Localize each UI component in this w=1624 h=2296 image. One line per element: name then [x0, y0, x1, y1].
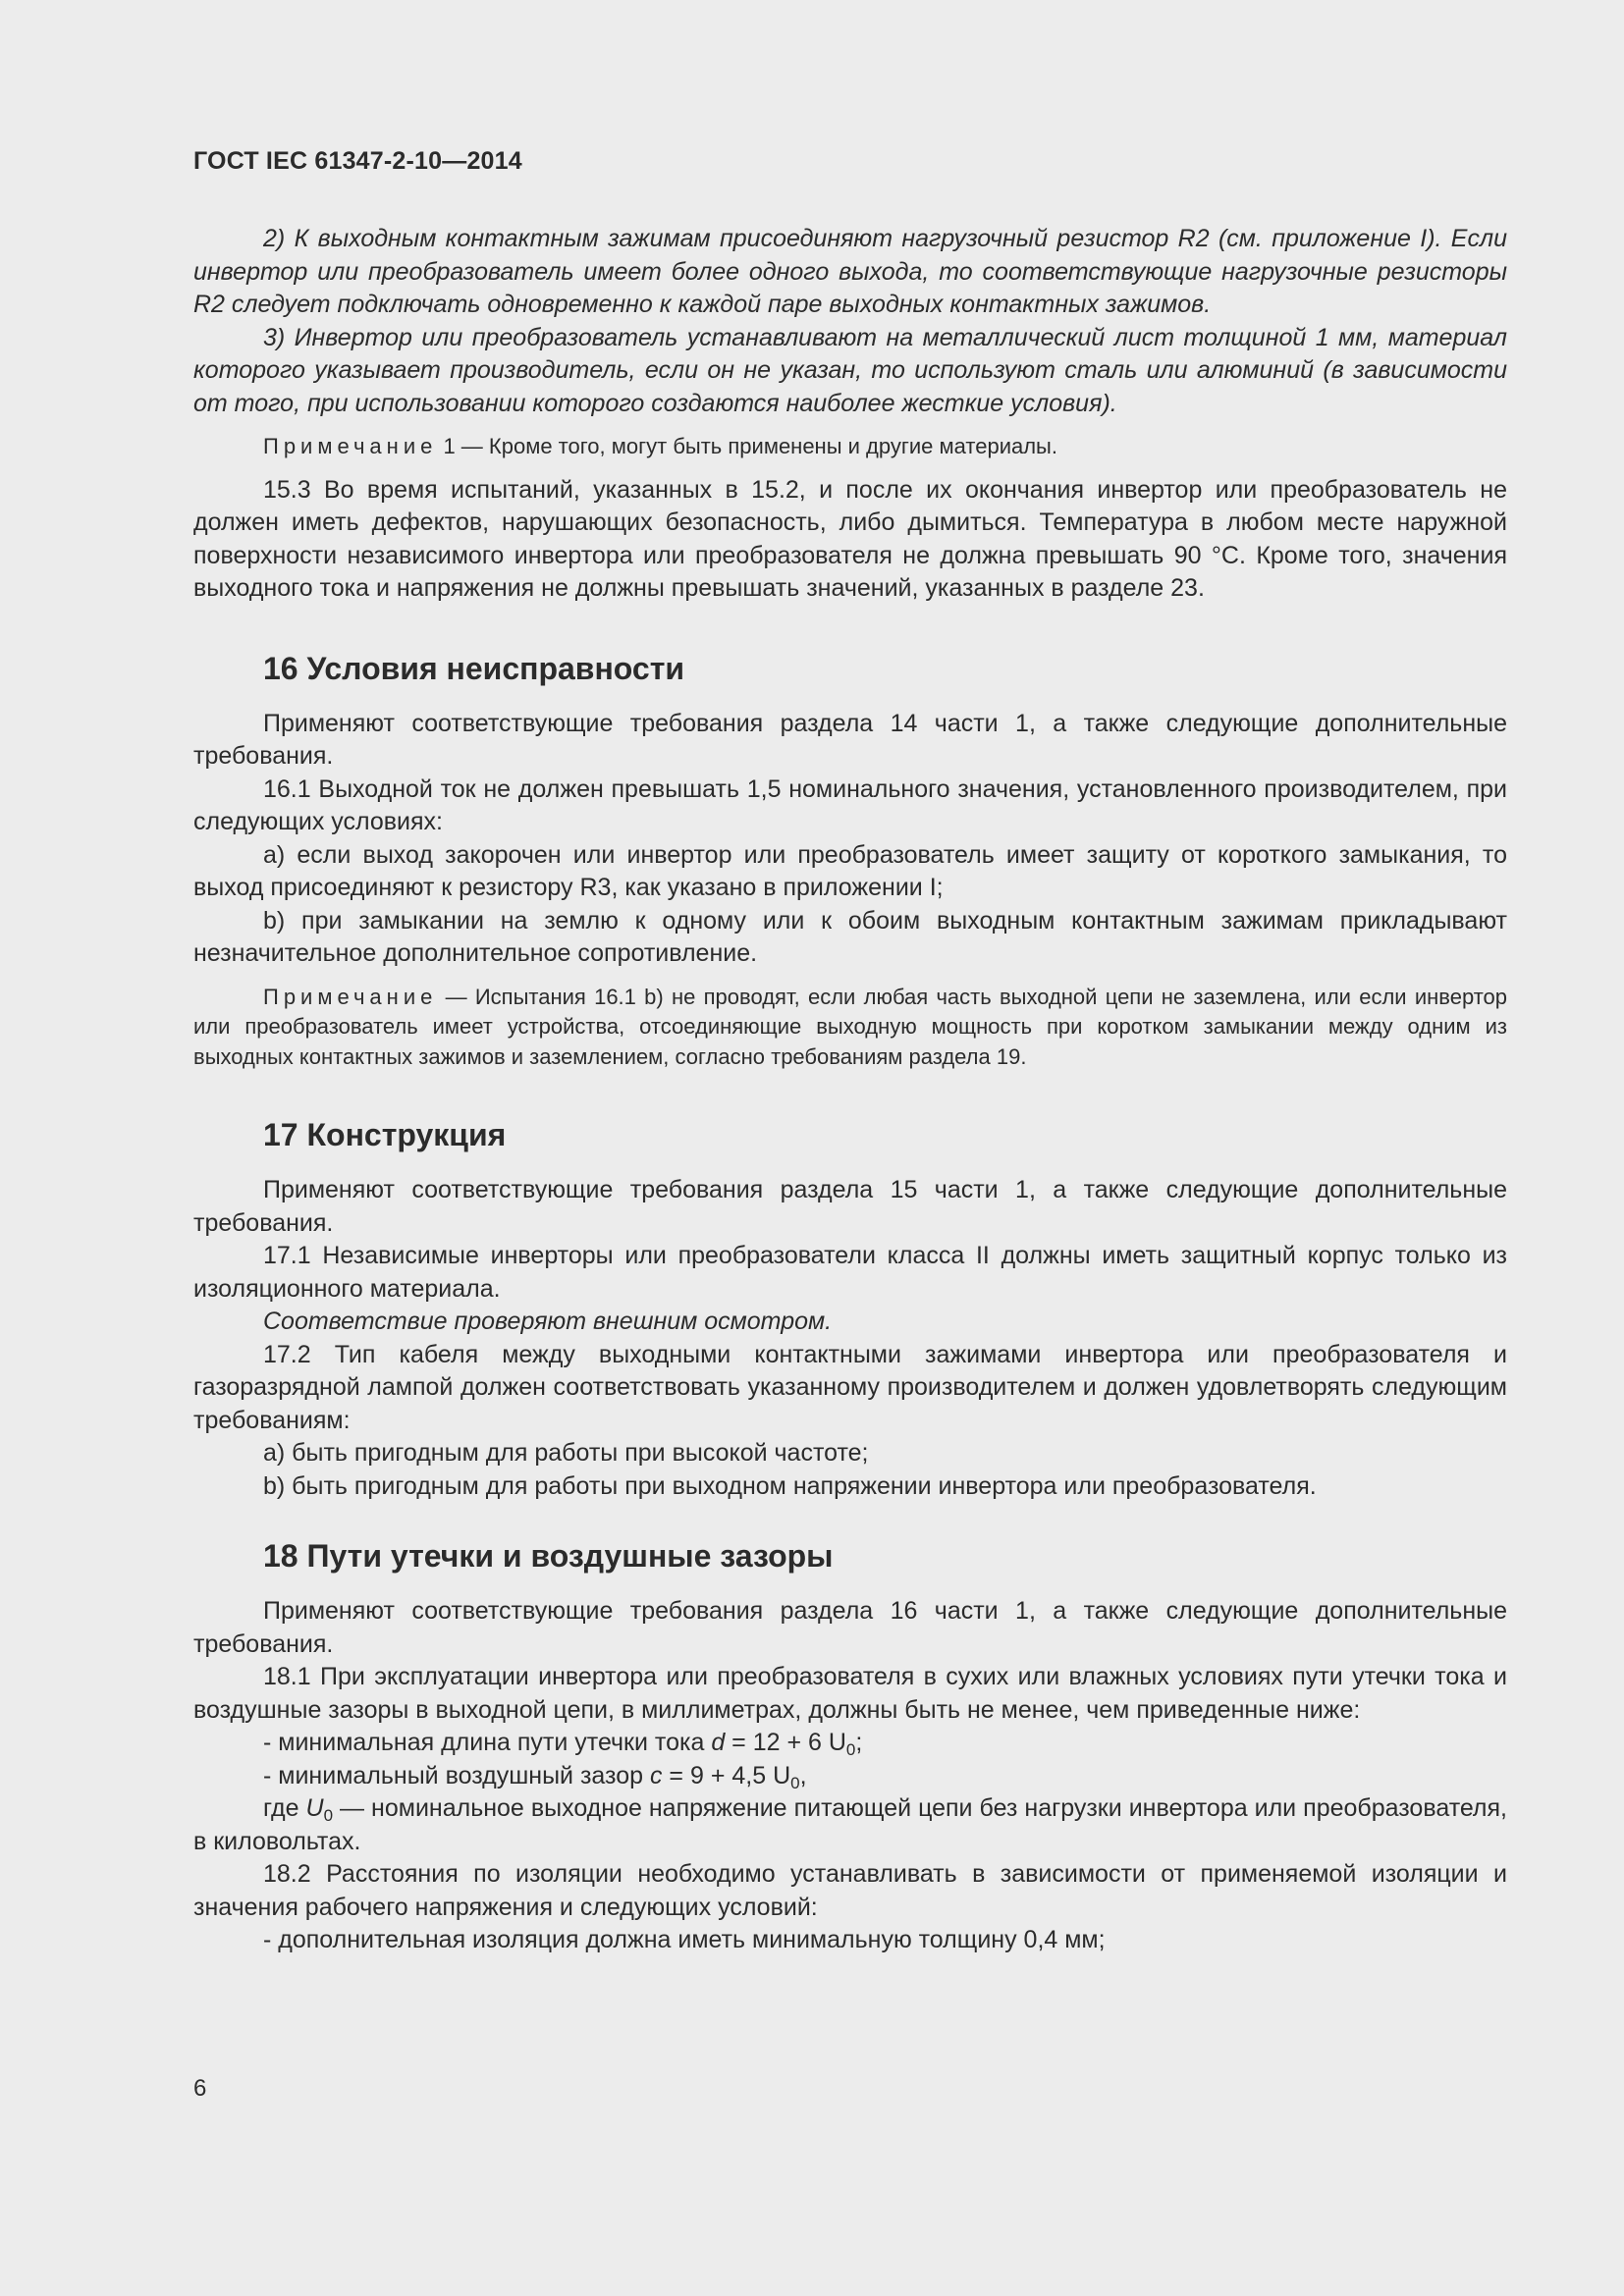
formula-clearance: - минимальный воздушный зазор c = 9 + 4,5 $U_0$, — [263, 1761, 807, 1792]
list-item-17-2-b: b) быть пригодным для работы при выходном напряжении инвертора или преобразователя. — [263, 1471, 1317, 1500]
paragraph-17-1: 17.1 Независимые инверторы или преобразователи класса II должны иметь защитный корпус только из изоляционного материала. — [193, 1242, 1507, 1303]
note-16 — [193, 983, 1507, 1073]
section-16-heading: 16 Условия неисправности — [263, 650, 685, 686]
list-item-16-1-a: a) если выход закорочен или инвертор или преобразователь имеет защиту от короткого замыкания, то выход присоединяют к резистору R3, как указано в приложении I; — [193, 840, 1507, 901]
note-label: Примечание — [263, 984, 438, 1009]
section-18-intro: Применяют соответствующие требования раздела 16 части 1, а также следующие дополнительные требования. — [193, 1597, 1507, 1658]
paragraph-17-2: 17.2 Тип кабеля между выходными контактными зажимами инвертора или преобразователя и газоразрядной лампой должен соответствовать указанному производителем и должен удовлетворять следующим требованиям: — [193, 1340, 1507, 1434]
list-item-17-2-a: a) быть пригодным для работы при высокой частоте; — [263, 1439, 869, 1467]
compliance-check-17-1: Соответствие проверяют внешним осмотром. — [263, 1308, 833, 1335]
section-17-intro: Применяют соответствующие требования раздела 15 части 1, а также следующие дополнительные требования. — [193, 1176, 1507, 1237]
note-text: 1 — Кроме того, могут быть применены и другие материалы. — [437, 434, 1057, 458]
page-number: 6 — [193, 2075, 207, 2102]
formula-creepage-distance: - минимальная длина пути утечки тока d = 12 + 6 $U_0$; — [263, 1729, 863, 1759]
list-item-16-1-b: b) при замыкании на землю к одному или к обоим выходным контактным зажимам прикладывают незначительное дополнительное сопротивление. — [193, 906, 1507, 967]
paragraph-18-1: 18.1 При эксплуатации инвертора или преобразователя в сухих или влажных условиях пути утечки тока и воздушные зазоры в выходной цепи, в миллиметрах, должны быть не менее, чем приведенные ниже: — [193, 1663, 1507, 1724]
note-15 — [193, 432, 1507, 462]
paragraph-15-3: 15.3 Во время испытаний, указанных в 15.2, и после их окончания инвертор или преобразователь не должен иметь дефектов, нарушающих безопасность, либо дымиться. Температура в любом месте наружной поверхности независимого инвертора или преобразователя не должна превышать 90 °С. Кроме того, значения выходного тока и напряжения не должны превышать значений, указанных в разделе 23. — [193, 475, 1507, 602]
page-body — [193, 223, 1507, 1957]
note-text: — Испытания 16.1 b) не проводят, если любая часть выходной цепи не заземлена, или если инвертор или преобразователь имеет устройства, отсоединяющие выходную мощность при коротком замыкании между одним из выходных контактных зажимов и заземлением, согласно требованиям раздела 19. — [193, 984, 1507, 1069]
section-18-heading: 18 Пути утечки и воздушные зазоры — [263, 1538, 834, 1574]
note-label: Примечание — [263, 434, 438, 458]
formula-variable-definition: где $U_0$ — номинальное выходное напряжение питающей цепи без нагрузки инвертора или преобразователя, в киловольтах. — [193, 1794, 1508, 1855]
paragraph-18-2: 18.2 Расстояния по изоляции необходимо устанавливать в зависимости от применяемой изоляции и значения рабочего напряжения и следующих условий: — [193, 1860, 1507, 1921]
paragraph-15-2-item-2: 2) К выходным контактным зажимам присоединяют нагрузочный резистор R2 (см. приложение I). Если инвертор или преобразователь имеет более одного выхода, то соответствующие нагрузочные резисторы R2 следует подключать одновременно к каждой паре выходных контактных зажимов. — [193, 225, 1507, 318]
paragraph-16-1: 16.1 Выходной ток не должен превышать 1,5 номинального значения, установленного производителем, при следующих условиях: — [193, 774, 1507, 835]
document-code-header: ГОСТ IEC 61347-2-10—2014 — [193, 147, 522, 175]
paragraph-15-2-item-3: 3) Инвертор или преобразователь устанавливают на металлический лист толщиной 1 мм, материал которого указывает производитель, если он не указан, то используют сталь или алюминий (в зависимости от того, при использовании которого создаются наиболее жесткие условия). — [193, 323, 1507, 417]
list-item-18-2-insulation: - дополнительная изоляция должна иметь минимальную толщину 0,4 мм; — [263, 1926, 1106, 1953]
section-17-heading: 17 Конструкция — [263, 1117, 507, 1152]
section-16-intro: Применяют соответствующие требования раздела 14 части 1, а также следующие дополнительные требования. — [193, 709, 1507, 770]
